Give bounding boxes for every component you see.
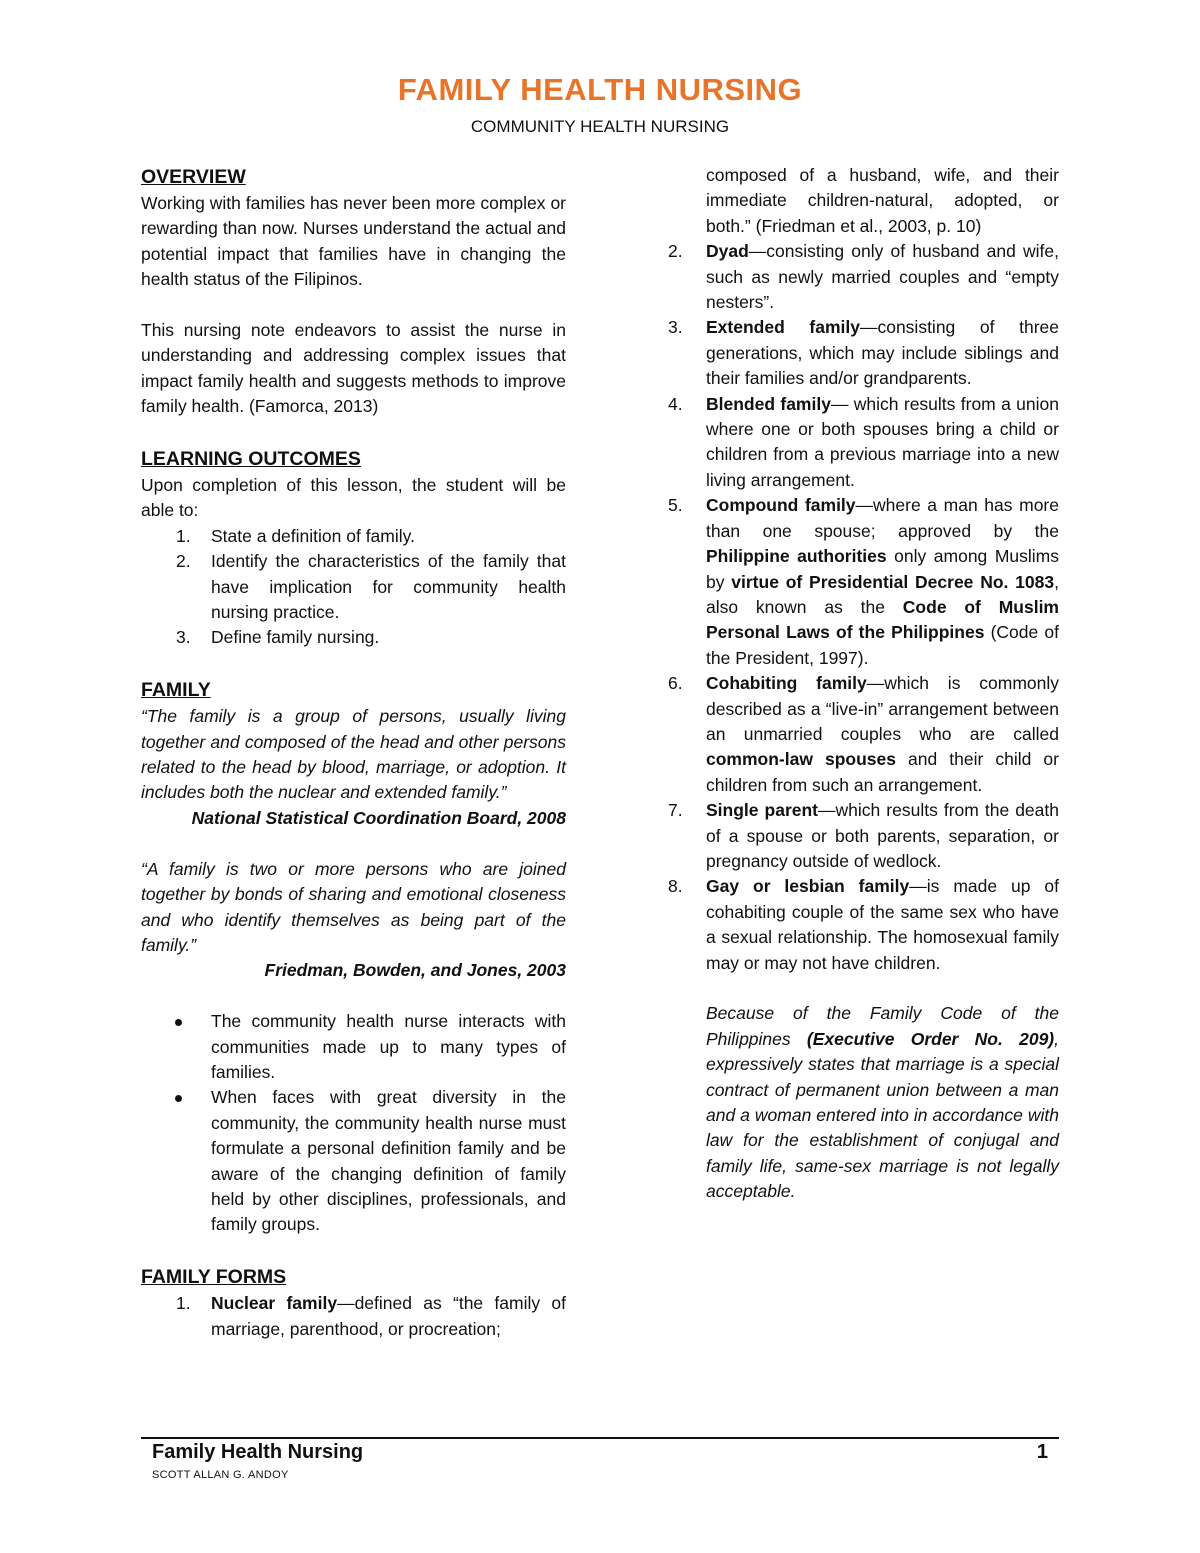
family-bullet-list bbox=[141, 1009, 566, 1238]
list-item: 8. Gay or lesbian family—is made up of cohabiting couple of the same sex who have a sexual relationship. The homosexual family may or may not have children. bbox=[668, 876, 1060, 973]
term: Nuclear family bbox=[211, 1293, 338, 1314]
family-forms-heading: FAMILY FORMS bbox=[141, 1266, 287, 1289]
overview-paragraph-1: Working with families has never been more complex or rewarding than now. Nurses understand the actual and potential impact that families have in changing the health status of the Filipinos. bbox=[141, 193, 566, 290]
bullet-icon bbox=[175, 1095, 182, 1102]
term: Extended family bbox=[706, 317, 860, 338]
page-number: 1 bbox=[1036, 1441, 1048, 1463]
term: Blended family bbox=[706, 393, 831, 414]
document-subtitle: COMMUNITY HEALTH NURSING bbox=[470, 117, 730, 136]
list-item: 4. Blended family— which results from a union where one or both spouses bring a child or children from a previous marriage into a new living arrangement. bbox=[668, 393, 1059, 490]
learning-outcomes-list bbox=[141, 524, 566, 651]
quote-attribution-1: National Statistical Coordination Board, 2008 bbox=[191, 807, 566, 828]
term: Single parent bbox=[706, 800, 819, 821]
overview-paragraph-2: This nursing note endeavors to assist the nurse in understanding and addressing complex issues that impact family health and suggests methods to improve family health. (Famorca, 2013) bbox=[141, 320, 566, 417]
list-item: When faces with great diversity in the community, the community health nurse must formulate a personal definition family and be aware of the changing definition of family held by other disciplines, professionals, and family groups. bbox=[141, 1085, 566, 1237]
list-item: 1. Nuclear family—defined as “the family of marriage, parenthood, or procreation; bbox=[176, 1293, 567, 1339]
family-definition-quote-1: “The family is a group of persons, usually living together and composed of the head and other persons related to the head by blood, marriage, or adoption. It includes both the nuclear and extended family.” bbox=[141, 706, 566, 803]
family-forms-list-start bbox=[141, 1291, 566, 1342]
family-forms-list-continued bbox=[668, 163, 1059, 976]
family-code-note: Because of the Family Code of the Philippines (Executive Order No. 209), expressively states that marriage is a special contract of permanent union between a man and a woman entered into in accordance with law for the establishment of conjugal and family life, same-sex marriage is not legally acceptable. bbox=[706, 1003, 1059, 1202]
right-column bbox=[668, 163, 1059, 1205]
list-item: 3. Define family nursing. bbox=[176, 627, 380, 648]
footer-divider bbox=[141, 1437, 1059, 1439]
list-item: 2. Identify the characteristics of the family that have implication for community health nursing practice. bbox=[176, 551, 566, 623]
footer-title: Family Health Nursing bbox=[152, 1441, 364, 1463]
list-item: 1. State a definition of family. bbox=[176, 525, 415, 546]
learning-outcomes-intro: Upon completion of this lesson, the student will be able to: bbox=[141, 475, 566, 521]
footer-author: SCOTT ALLAN G. ANDOY bbox=[152, 1469, 289, 1481]
list-item: 6. Cohabiting family—which is commonly described as a “live-in” arrangement between an unmarried couples who are called common-law spouses and their child or children from such an arrangement. bbox=[668, 673, 1059, 795]
list-item: 5. Compound family—where a man has more than one spouse; approved by the Philippine authorities only among Muslims by virtue of Presidential Decree No. 1083, also known as the Code of Muslim Personal Laws of the Philippines (Code of the President, 1997). bbox=[668, 495, 1060, 668]
list-item: The community health nurse interacts with communities made up to many types of families. bbox=[141, 1009, 566, 1085]
term: Dyad bbox=[706, 241, 749, 262]
family-heading: FAMILY bbox=[141, 679, 211, 702]
document-title: FAMILY HEALTH NURSING bbox=[397, 72, 803, 107]
overview-heading: OVERVIEW bbox=[141, 166, 246, 188]
family-definition-quote-2: “A family is two or more persons who are joined together by bonds of sharing and emotional closeness and who identify themselves as being part of the family.” bbox=[141, 858, 566, 955]
list-item: 3. Extended family—consisting of three generations, which may include siblings and their families and/or grandparents. bbox=[668, 317, 1059, 389]
bullet-icon bbox=[175, 1019, 182, 1026]
left-column bbox=[141, 163, 566, 1342]
term: Cohabiting family bbox=[706, 673, 867, 694]
term: Compound family bbox=[706, 495, 856, 516]
term: Gay or lesbian family bbox=[706, 876, 910, 897]
list-item: 2. Dyad—consisting only of husband and wife, such as newly married couples and “empty nesters”. bbox=[668, 241, 1059, 313]
learning-outcomes-heading: LEARNING OUTCOMES bbox=[141, 448, 361, 471]
list-item: 7. Single parent—which results from the death of a spouse or both parents, separation, or pregnancy outside of wedlock. bbox=[668, 800, 1059, 871]
list-item: composed of a husband, wife, and their immediate children-natural, adopted, or both.” (Friedman et al., 2003, p. 10) bbox=[706, 165, 1059, 236]
quote-attribution-2: Friedman, Bowden, and Jones, 2003 bbox=[264, 960, 566, 981]
